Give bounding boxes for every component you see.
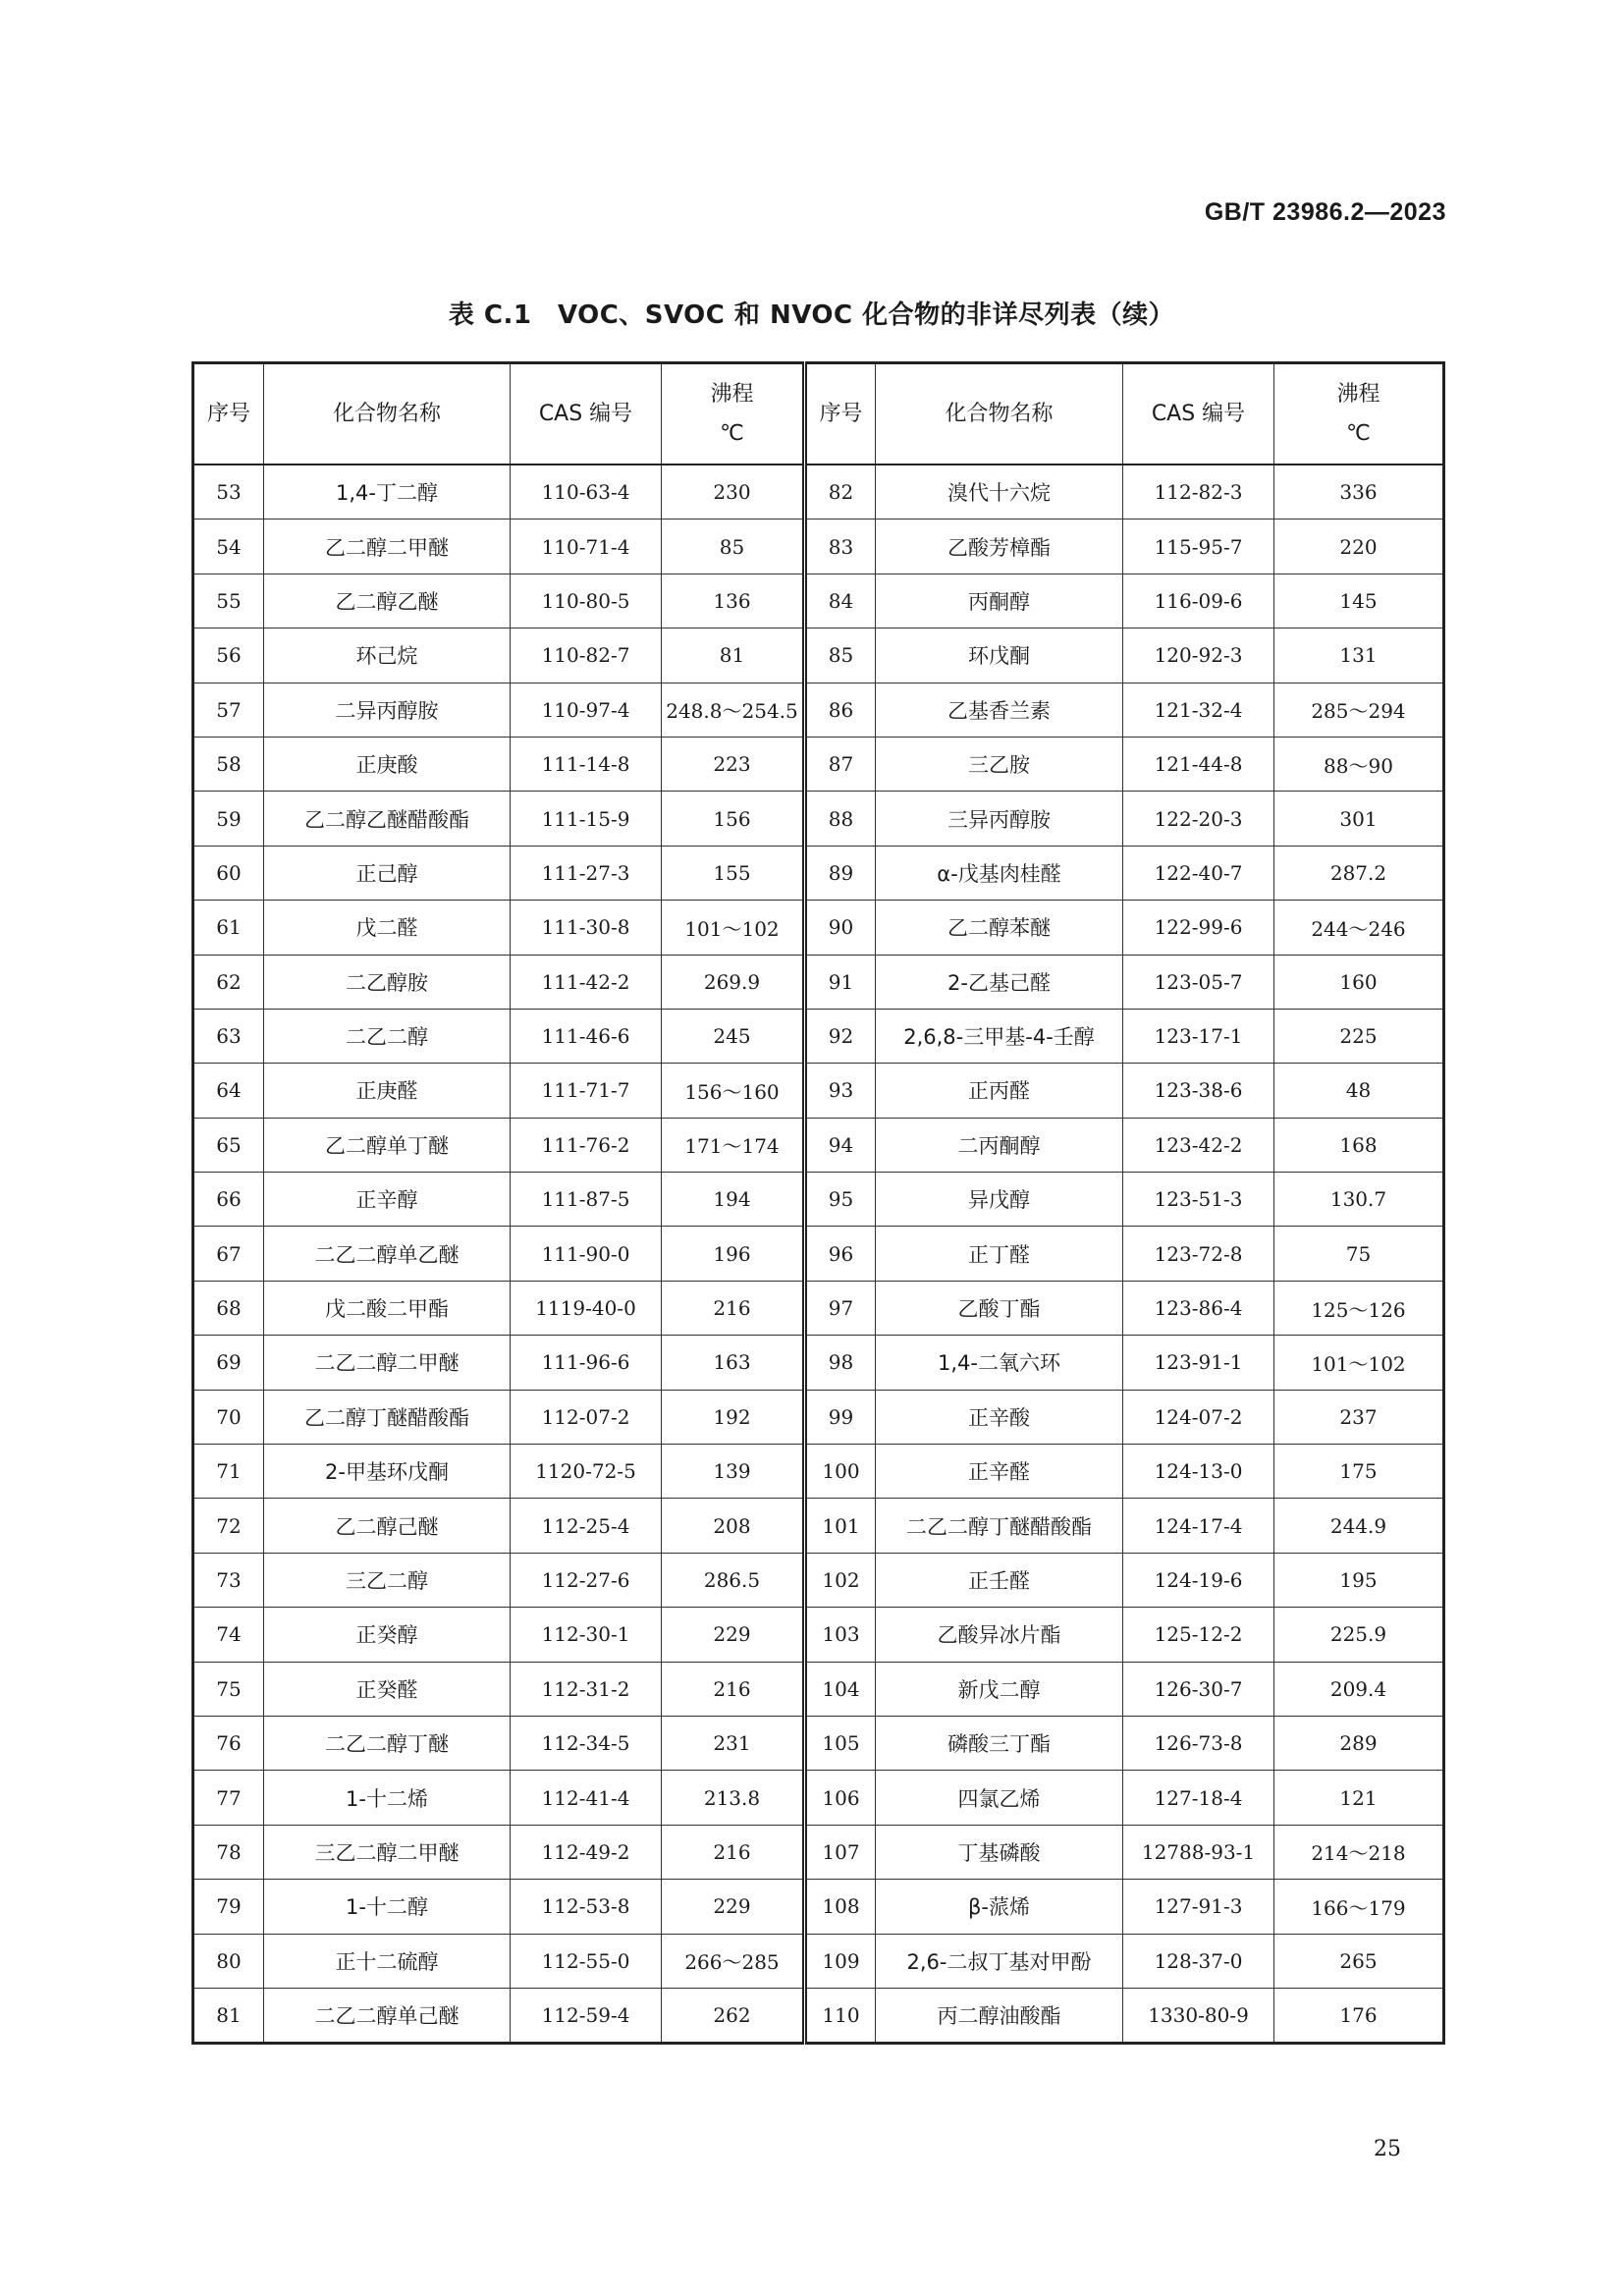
serial-no-cell: 98 [805,1336,876,1390]
header-serial-no [193,363,264,465]
cas-number-cell: 116-09-6 [1123,574,1274,628]
cas-number-cell: 123-51-3 [1123,1173,1274,1227]
table-row [193,1716,1444,1770]
compound-name-cell: 乙二醇乙醚 [264,574,511,628]
boiling-range-cell: 139 [662,1445,805,1499]
serial-no-cell: 53 [193,465,264,519]
table-row [193,955,1444,1009]
boiling-range-cell: 287.2 [1274,846,1444,900]
table-row [193,574,1444,628]
boiling-range-cell: 85 [662,519,805,574]
compound-name-cell: 二乙二醇丁醚 [264,1716,511,1770]
serial-no-cell: 58 [193,737,264,791]
boiling-range-cell: 156～160 [662,1064,805,1118]
serial-no-cell: 97 [805,1281,876,1335]
compound-name-cell: 1-十二烯 [264,1771,511,1825]
cas-number-cell: 122-99-6 [1123,901,1274,955]
boiling-range-cell: 125～126 [1274,1281,1444,1335]
boiling-range-cell: 301 [1274,792,1444,846]
page-number: 25 [1374,2137,1401,2161]
serial-no-cell: 55 [193,574,264,628]
standard-code: GB/T 23986.2—2023 [1204,198,1446,226]
compound-name-cell: 乙酸丁酯 [876,1281,1123,1335]
table-row [193,1499,1444,1553]
table-row [193,1771,1444,1825]
serial-no-cell: 57 [193,683,264,737]
serial-no-cell: 108 [805,1880,876,1934]
compound-name-cell: 二乙二醇二甲醚 [264,1336,511,1390]
serial-no-cell: 84 [805,574,876,628]
boiling-range-cell: 145 [1274,574,1444,628]
boiling-range-cell: 136 [662,574,805,628]
boiling-range-cell: 289 [1274,1716,1444,1770]
boiling-range-cell: 160 [1274,955,1444,1009]
serial-no-cell: 94 [805,1118,876,1172]
serial-no-cell: 105 [805,1716,876,1770]
boiling-range-cell: 175 [1274,1445,1444,1499]
cas-number-cell: 123-38-6 [1123,1064,1274,1118]
serial-no-cell: 110 [805,1988,876,2043]
cas-number-cell: 1120-72-5 [511,1445,662,1499]
table-row [193,1825,1444,1879]
table-row [193,1608,1444,1662]
serial-no-cell: 109 [805,1934,876,1988]
compound-name-cell: 乙二醇单丁醚 [264,1118,511,1172]
cas-number-cell: 111-90-0 [511,1227,662,1281]
header-label: 沸程 [710,381,754,407]
compound-name-cell: 1-十二醇 [264,1880,511,1934]
compound-name-cell: 正庚酸 [264,737,511,791]
boiling-range-cell: 163 [662,1336,805,1390]
cas-number-cell: 128-37-0 [1123,1934,1274,1988]
compound-name-cell: 乙酸异冰片酯 [876,1608,1123,1662]
table-body [193,465,1444,2044]
compound-name-cell: 丙酮醇 [876,574,1123,628]
compound-name-cell: 乙酸芳樟酯 [876,519,1123,574]
header-unit: ℃ [1346,420,1371,446]
serial-no-cell: 80 [193,1934,264,1988]
boiling-range-cell: 237 [1274,1390,1444,1444]
boiling-range-cell: 196 [662,1227,805,1281]
compound-name-cell: 2,6,8-三甲基-4-壬醇 [876,1009,1123,1063]
compound-name-cell: 乙二醇丁醚醋酸酯 [264,1390,511,1444]
boiling-range-cell: 225 [1274,1009,1444,1063]
table-row [193,1662,1444,1716]
cas-number-cell: 110-80-5 [511,574,662,628]
boiling-range-cell: 166～179 [1274,1880,1444,1934]
table-row [193,629,1444,683]
cas-number-cell: 112-27-6 [511,1553,662,1607]
header-cas-number [511,363,662,465]
table-row [193,1390,1444,1444]
boiling-range-cell: 192 [662,1390,805,1444]
compound-name-cell: 溴代十六烷 [876,465,1123,519]
compound-name-cell: 正十二硫醇 [264,1934,511,1988]
boiling-range-cell: 269.9 [662,955,805,1009]
cas-number-cell: 123-91-1 [1123,1336,1274,1390]
cas-number-cell: 123-17-1 [1123,1009,1274,1063]
cas-number-cell: 111-30-8 [511,901,662,955]
boiling-range-cell: 216 [662,1662,805,1716]
serial-no-cell: 61 [193,901,264,955]
cas-number-cell: 125-12-2 [1123,1608,1274,1662]
header-label: 化合物名称 [332,401,441,426]
serial-no-cell: 75 [193,1662,264,1716]
serial-no-cell: 73 [193,1553,264,1607]
table-row [193,1988,1444,2043]
boiling-range-cell: 176 [1274,1988,1444,2043]
table-header [193,363,1444,465]
compound-name-cell: 环戊酮 [876,629,1123,683]
compound-name-cell: 戊二醛 [264,901,511,955]
cas-number-cell: 123-42-2 [1123,1118,1274,1172]
compound-name-cell: 乙二醇二甲醚 [264,519,511,574]
cas-number-cell: 12788-93-1 [1123,1825,1274,1879]
boiling-range-cell: 216 [662,1281,805,1335]
serial-no-cell: 70 [193,1390,264,1444]
serial-no-cell: 102 [805,1553,876,1607]
table-row [193,1445,1444,1499]
serial-no-cell: 89 [805,846,876,900]
compound-name-cell: 环己烷 [264,629,511,683]
header-label: CAS 编号 [1151,401,1246,426]
compound-name-cell: 丁基磷酸 [876,1825,1123,1879]
table-row [193,1118,1444,1172]
boiling-range-cell: 48 [1274,1064,1444,1118]
boiling-range-cell: 214～218 [1274,1825,1444,1879]
compound-name-cell: 正癸醛 [264,1662,511,1716]
cas-number-cell: 111-71-7 [511,1064,662,1118]
cas-number-cell: 122-40-7 [1123,846,1274,900]
cas-number-cell: 124-17-4 [1123,1499,1274,1553]
cas-number-cell: 124-19-6 [1123,1553,1274,1607]
header-serial-no [805,363,876,465]
serial-no-cell: 96 [805,1227,876,1281]
compound-name-cell: 二乙二醇单乙醚 [264,1227,511,1281]
serial-no-cell: 85 [805,629,876,683]
boiling-range-cell: 156 [662,792,805,846]
cas-number-cell: 111-76-2 [511,1118,662,1172]
cas-number-cell: 112-25-4 [511,1499,662,1553]
cas-number-cell: 127-18-4 [1123,1771,1274,1825]
serial-no-cell: 87 [805,737,876,791]
serial-no-cell: 63 [193,1009,264,1063]
cas-number-cell: 110-71-4 [511,519,662,574]
boiling-range-cell: 101～102 [662,901,805,955]
table-row [193,1173,1444,1227]
header-label: 序号 [819,401,863,426]
compound-name-cell: 异戊醇 [876,1173,1123,1227]
cas-number-cell: 126-73-8 [1123,1716,1274,1770]
serial-no-cell: 103 [805,1608,876,1662]
cas-number-cell: 1119-40-0 [511,1281,662,1335]
header-compound-name [264,363,511,465]
boiling-range-cell: 245 [662,1009,805,1063]
table-title: 表 C.1 VOC、SVOC 和 NVOC 化合物的非详尽列表（续） [448,301,1175,330]
serial-no-cell: 66 [193,1173,264,1227]
compound-name-cell: 二丙酮醇 [876,1118,1123,1172]
cas-number-cell: 112-07-2 [511,1390,662,1444]
compound-name-cell: 三异丙醇胺 [876,792,1123,846]
serial-no-cell: 54 [193,519,264,574]
serial-no-cell: 93 [805,1064,876,1118]
serial-no-cell: 74 [193,1608,264,1662]
cas-number-cell: 122-20-3 [1123,792,1274,846]
serial-no-cell: 68 [193,1281,264,1335]
boiling-range-cell: 229 [662,1880,805,1934]
cas-number-cell: 120-92-3 [1123,629,1274,683]
table-row [193,519,1444,574]
cas-number-cell: 123-86-4 [1123,1281,1274,1335]
compound-name-cell: 2-甲基环戊酮 [264,1445,511,1499]
cas-number-cell: 112-34-5 [511,1716,662,1770]
cas-number-cell: 112-41-4 [511,1771,662,1825]
serial-no-cell: 59 [193,792,264,846]
boiling-range-cell: 229 [662,1608,805,1662]
compound-name-cell: 新戊二醇 [876,1662,1123,1716]
table-row [193,1064,1444,1118]
cas-number-cell: 112-55-0 [511,1934,662,1988]
boiling-range-cell: 131 [1274,629,1444,683]
compound-name-cell: 磷酸三丁酯 [876,1716,1123,1770]
cas-number-cell: 110-82-7 [511,629,662,683]
compound-name-cell: 丙二醇油酸酯 [876,1988,1123,2043]
serial-no-cell: 81 [193,1988,264,2043]
compound-name-cell: 乙二醇己醚 [264,1499,511,1553]
compound-name-cell: 二乙二醇单己醚 [264,1988,511,2043]
compound-name-cell: 正壬醛 [876,1553,1123,1607]
header-compound-name [876,363,1123,465]
boiling-range-cell: 286.5 [662,1553,805,1607]
boiling-range-cell: 168 [1274,1118,1444,1172]
serial-no-cell: 83 [805,519,876,574]
cas-number-cell: 111-87-5 [511,1173,662,1227]
compound-name-cell: 戊二酸二甲酯 [264,1281,511,1335]
compound-name-cell: 二乙醇胺 [264,955,511,1009]
compound-name-cell: 乙二醇苯醚 [876,901,1123,955]
header-label: 沸程 [1336,381,1380,407]
boiling-range-cell: 225.9 [1274,1608,1444,1662]
boiling-range-cell: 244.9 [1274,1499,1444,1553]
compound-name-cell: 1,4-丁二醇 [264,465,511,519]
serial-no-cell: 62 [193,955,264,1009]
boiling-range-cell: 266～285 [662,1934,805,1988]
boiling-range-cell: 265 [1274,1934,1444,1988]
compound-name-cell: 三乙二醇 [264,1553,511,1607]
cas-number-cell: 127-91-3 [1123,1880,1274,1934]
compound-name-cell: 二异丙醇胺 [264,683,511,737]
boiling-range-cell: 81 [662,629,805,683]
compound-table [191,361,1445,2045]
boiling-range-cell: 208 [662,1499,805,1553]
table-row [193,465,1444,519]
boiling-range-cell: 101～102 [1274,1336,1444,1390]
compound-name-cell: 正己醇 [264,846,511,900]
serial-no-cell: 64 [193,1064,264,1118]
serial-no-cell: 91 [805,955,876,1009]
header-label: 序号 [206,401,250,426]
cas-number-cell: 121-32-4 [1123,683,1274,737]
cas-number-cell: 123-72-8 [1123,1227,1274,1281]
compound-name-cell: 正丙醛 [876,1064,1123,1118]
table-row [193,737,1444,791]
header-unit: ℃ [720,420,744,446]
boiling-range-cell: 285～294 [1274,683,1444,737]
boiling-range-cell: 220 [1274,519,1444,574]
compound-name-cell: 乙基香兰素 [876,683,1123,737]
boiling-range-cell: 121 [1274,1771,1444,1825]
cas-number-cell: 112-53-8 [511,1880,662,1934]
boiling-range-cell: 209.4 [1274,1662,1444,1716]
serial-no-cell: 60 [193,846,264,900]
compound-name-cell: 2-乙基己醛 [876,955,1123,1009]
serial-no-cell: 88 [805,792,876,846]
compound-name-cell: 正辛酸 [876,1390,1123,1444]
boiling-range-cell: 195 [1274,1553,1444,1607]
table-row [193,1009,1444,1063]
compound-name-cell: 1,4-二氧六环 [876,1336,1123,1390]
serial-no-cell: 56 [193,629,264,683]
serial-no-cell: 95 [805,1173,876,1227]
compound-name-cell: 2,6-二叔丁基对甲酚 [876,1934,1123,1988]
boiling-range-cell: 171～174 [662,1118,805,1172]
compound-name-cell: 正辛醇 [264,1173,511,1227]
cas-number-cell: 110-63-4 [511,465,662,519]
cas-number-cell: 115-95-7 [1123,519,1274,574]
cas-number-cell: 112-31-2 [511,1662,662,1716]
compound-name-cell: 正辛醛 [876,1445,1123,1499]
serial-no-cell: 104 [805,1662,876,1716]
cas-number-cell: 111-15-9 [511,792,662,846]
serial-no-cell: 101 [805,1499,876,1553]
serial-no-cell: 72 [193,1499,264,1553]
serial-no-cell: 86 [805,683,876,737]
serial-no-cell: 78 [193,1825,264,1879]
cas-number-cell: 111-96-6 [511,1336,662,1390]
boiling-range-cell: 231 [662,1716,805,1770]
boiling-range-cell: 262 [662,1988,805,2043]
cas-number-cell: 124-07-2 [1123,1390,1274,1444]
serial-no-cell: 99 [805,1390,876,1444]
cas-number-cell: 111-27-3 [511,846,662,900]
boiling-range-cell: 155 [662,846,805,900]
table-row [193,846,1444,900]
serial-no-cell: 67 [193,1227,264,1281]
cas-number-cell: 121-44-8 [1123,737,1274,791]
table-row [193,1227,1444,1281]
header-label: CAS 编号 [538,401,633,426]
cas-number-cell: 111-46-6 [511,1009,662,1063]
boiling-range-cell: 244～246 [1274,901,1444,955]
compound-name-cell: 乙二醇乙醚醋酸酯 [264,792,511,846]
table-row [193,901,1444,955]
table-row [193,1880,1444,1934]
boiling-range-cell: 223 [662,737,805,791]
compound-name-cell: 四氯乙烯 [876,1771,1123,1825]
cas-number-cell: 124-13-0 [1123,1445,1274,1499]
compound-name-cell: 三乙二醇二甲醚 [264,1825,511,1879]
serial-no-cell: 92 [805,1009,876,1063]
compound-name-cell: 正庚醛 [264,1064,511,1118]
serial-no-cell: 79 [193,1880,264,1934]
boiling-range-cell: 88～90 [1274,737,1444,791]
serial-no-cell: 77 [193,1771,264,1825]
table-row [193,1553,1444,1607]
cas-number-cell: 112-49-2 [511,1825,662,1879]
boiling-range-cell: 248.8～254.5 [662,683,805,737]
cas-number-cell: 112-82-3 [1123,465,1274,519]
boiling-range-cell: 130.7 [1274,1173,1444,1227]
serial-no-cell: 82 [805,465,876,519]
compound-name-cell: 三乙胺 [876,737,1123,791]
boiling-range-cell: 75 [1274,1227,1444,1281]
cas-number-cell: 112-59-4 [511,1988,662,2043]
table-row [193,1934,1444,1988]
header-boiling-range [1274,363,1444,465]
table-row [193,683,1444,737]
cas-number-cell: 1330-80-9 [1123,1988,1274,2043]
boiling-range-cell: 230 [662,465,805,519]
serial-no-cell: 71 [193,1445,264,1499]
header-row [193,363,1444,465]
table-row [193,1336,1444,1390]
cas-number-cell: 123-05-7 [1123,955,1274,1009]
compound-name-cell: α-戊基肉桂醛 [876,846,1123,900]
serial-no-cell: 106 [805,1771,876,1825]
compound-name-cell: 正癸醇 [264,1608,511,1662]
compound-name-cell: β-蒎烯 [876,1880,1123,1934]
boiling-range-cell: 194 [662,1173,805,1227]
serial-no-cell: 90 [805,901,876,955]
cas-number-cell: 111-42-2 [511,955,662,1009]
compound-name-cell: 二乙二醇丁醚醋酸酯 [876,1499,1123,1553]
serial-no-cell: 107 [805,1825,876,1879]
cas-number-cell: 126-30-7 [1123,1662,1274,1716]
serial-no-cell: 100 [805,1445,876,1499]
boiling-range-cell: 216 [662,1825,805,1879]
compound-name-cell: 二乙二醇 [264,1009,511,1063]
header-cas-number [1123,363,1274,465]
header-boiling-range [662,363,805,465]
serial-no-cell: 65 [193,1118,264,1172]
cas-number-cell: 110-97-4 [511,683,662,737]
serial-no-cell: 69 [193,1336,264,1390]
cas-number-cell: 111-14-8 [511,737,662,791]
table-row [193,1281,1444,1335]
serial-no-cell: 76 [193,1716,264,1770]
boiling-range-cell: 213.8 [662,1771,805,1825]
table-row [193,792,1444,846]
boiling-range-cell: 336 [1274,465,1444,519]
header-label: 化合物名称 [945,401,1054,426]
cas-number-cell: 112-30-1 [511,1608,662,1662]
compound-name-cell: 正丁醛 [876,1227,1123,1281]
